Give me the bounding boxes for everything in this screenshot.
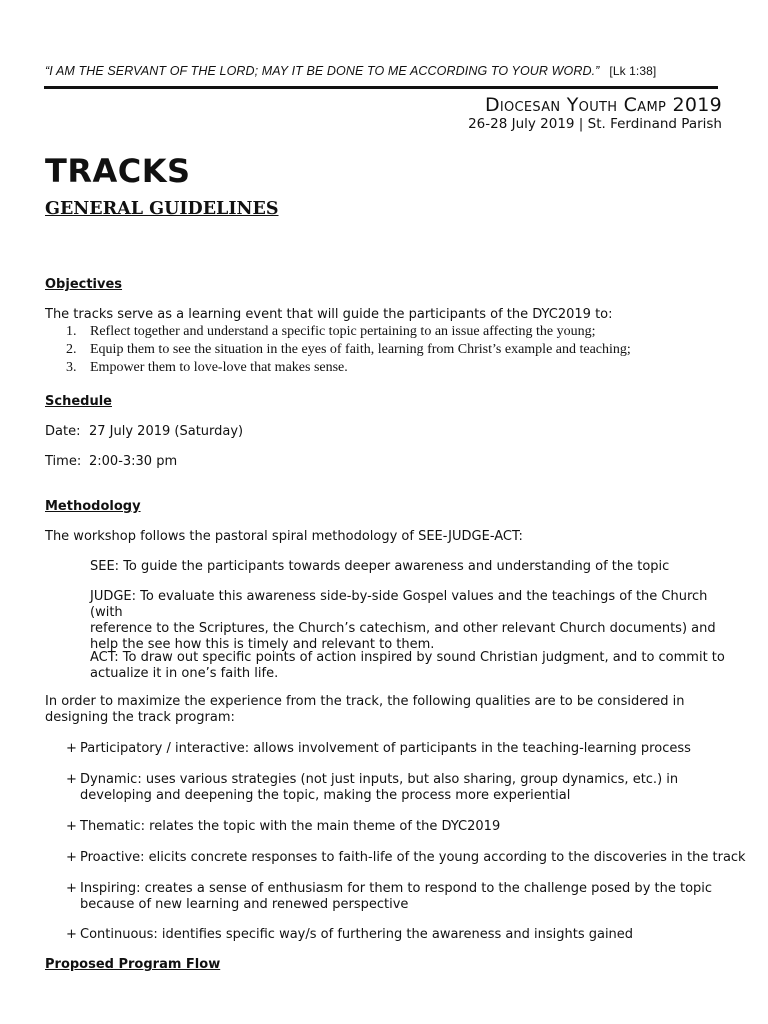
quality-line: developing and deepening the topic, making the process more experiential bbox=[80, 788, 571, 803]
bullet-mark: + bbox=[66, 819, 77, 834]
objectives-heading: Objectives bbox=[45, 277, 123, 292]
bullet-mark: + bbox=[66, 850, 77, 865]
judge-line: reference to the Scriptures, the Church’s catechism, and other relevant Church documents) and bbox=[90, 621, 716, 636]
objectives-intro: The tracks serve as a learning event that will guide the participants of the DYC2019 to: bbox=[45, 307, 613, 322]
methodology-heading: Methodology bbox=[45, 499, 141, 514]
event-details: 26-28 July 2019 | St. Ferdinand Parish bbox=[468, 116, 722, 132]
methodology-intro: The workshop follows the pastoral spiral methodology of SEE-JUDGE-ACT: bbox=[45, 529, 523, 544]
header-rule bbox=[44, 86, 718, 89]
list-item bbox=[66, 359, 631, 377]
bullet-mark: + bbox=[66, 741, 77, 756]
time-label: Time: bbox=[45, 454, 82, 469]
quality-line: Proactive: elicits concrete responses to faith-life of the young according to the discoveries in the track bbox=[80, 850, 746, 865]
act-paragraph bbox=[90, 650, 730, 682]
bullet-mark: + bbox=[66, 881, 77, 896]
list-number: 2. bbox=[66, 342, 77, 357]
quality-line: Thematic: relates the topic with the main theme of the DYC2019 bbox=[80, 819, 501, 834]
quote-text: “I AM THE SERVANT OF THE LORD; MAY IT BE DONE TO ME ACCORDING TO YOUR WORD.” bbox=[45, 64, 600, 78]
list-item bbox=[66, 819, 750, 835]
see-paragraph: SEE: To guide the participants towards deeper awareness and understanding of the topic bbox=[90, 559, 670, 574]
schedule-time bbox=[45, 454, 177, 469]
page-subtitle: GENERAL GUIDELINES bbox=[45, 199, 279, 219]
list-item bbox=[66, 850, 750, 866]
quality-line: Continuous: identifies specific way/s of furthering the awareness and insights gained bbox=[80, 927, 634, 942]
judge-paragraph bbox=[90, 589, 730, 653]
bullet-mark: + bbox=[66, 772, 77, 787]
event-name: Diocesan Youth Camp 2019 bbox=[484, 94, 722, 116]
scripture-quote bbox=[45, 64, 725, 78]
list-number: 3. bbox=[66, 360, 77, 375]
list-text: Reflect together and understand a specific topic pertaining to an issue affecting the young; bbox=[90, 324, 596, 339]
qualities-intro-line: designing the track program: bbox=[45, 710, 235, 725]
time-value: 2:00-3:30 pm bbox=[89, 454, 178, 469]
objectives-list bbox=[66, 323, 631, 377]
act-line: ACT: To draw out specific points of action inspired by sound Christian judgment, and to commit to bbox=[90, 650, 725, 665]
date-label: Date: bbox=[45, 424, 81, 439]
list-item bbox=[66, 927, 750, 943]
schedule-heading: Schedule bbox=[45, 394, 112, 409]
list-item bbox=[66, 341, 631, 359]
qualities-intro-line: In order to maximize the experience from the track, the following qualities are to be considered in bbox=[45, 694, 685, 709]
date-value: 27 July 2019 (Saturday) bbox=[89, 424, 244, 439]
bullet-mark: + bbox=[66, 927, 77, 942]
act-line: actualize it in one’s faith life. bbox=[90, 666, 279, 681]
list-number: 1. bbox=[66, 324, 77, 339]
quality-line: Dynamic: uses various strategies (not just inputs, but also sharing, group dynamics, etc.) in bbox=[80, 772, 679, 787]
list-item bbox=[66, 323, 631, 341]
quality-line: Participatory / interactive: allows involvement of participants in the teaching-learning process bbox=[80, 741, 691, 756]
list-text: Empower them to love-love that makes sense. bbox=[90, 360, 348, 375]
judge-line: JUDGE: To evaluate this awareness side-by-side Gospel values and the teachings of the Church (with bbox=[90, 589, 708, 620]
page-title: TRACKS bbox=[45, 152, 191, 190]
program-flow-heading: Proposed Program Flow bbox=[45, 957, 221, 972]
quality-line: Inspiring: creates a sense of enthusiasm for them to respond to the challenge posed by the topic bbox=[80, 881, 713, 896]
list-item bbox=[66, 741, 750, 757]
quote-reference: [Lk 1:38] bbox=[609, 64, 657, 78]
judge-line: help the see how this is timely and relevant to them. bbox=[90, 637, 435, 652]
list-item bbox=[66, 881, 750, 913]
qualities-intro bbox=[45, 694, 685, 726]
list-item bbox=[66, 772, 750, 804]
list-text: Equip them to see the situation in the eyes of faith, learning from Christ’s example and teaching; bbox=[90, 342, 631, 357]
schedule-date bbox=[45, 424, 243, 439]
quality-line: because of new learning and renewed perspective bbox=[80, 897, 409, 912]
